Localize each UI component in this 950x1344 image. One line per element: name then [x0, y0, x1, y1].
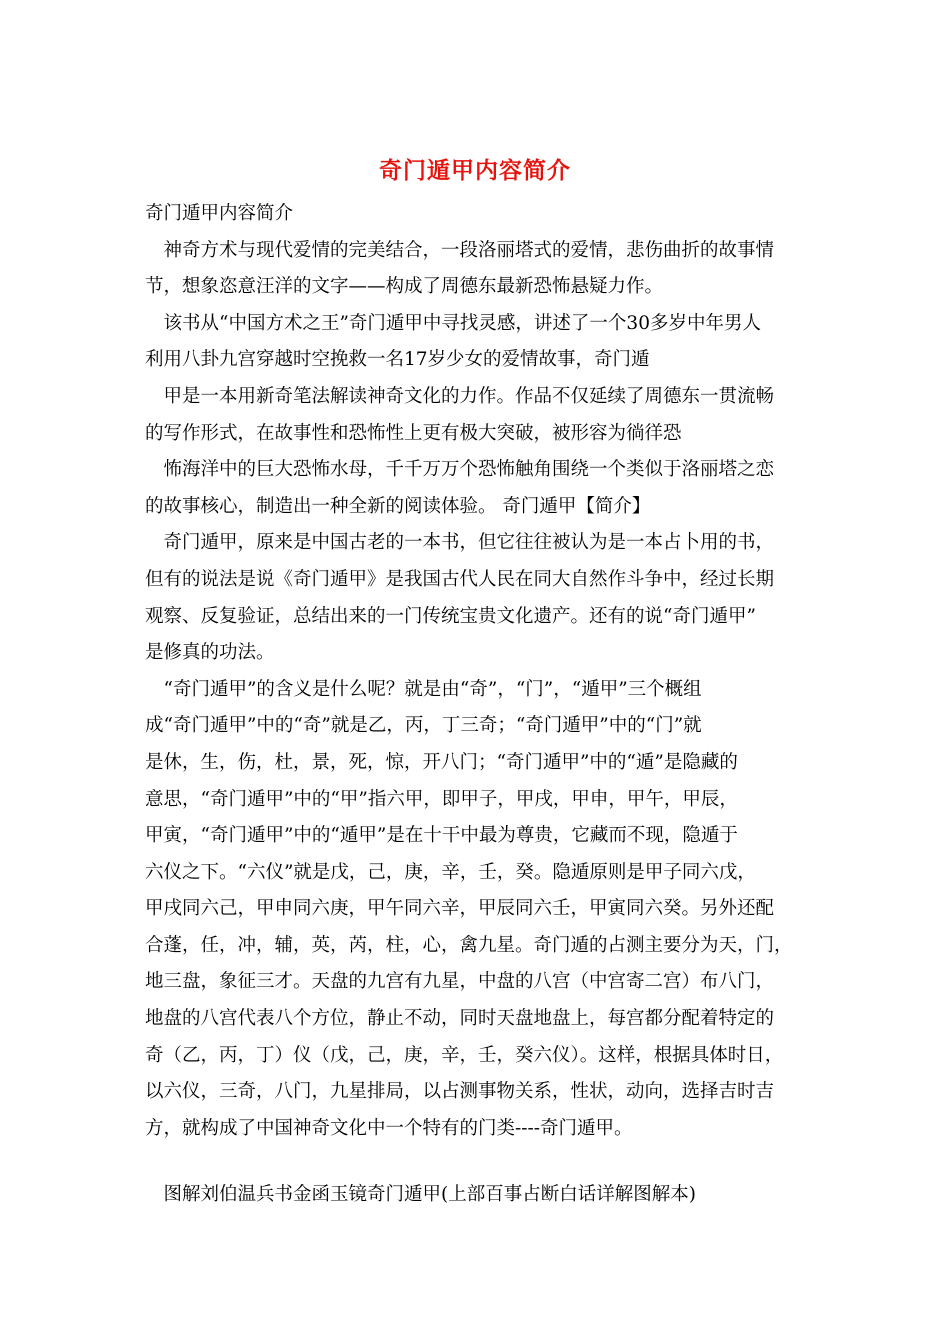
paragraph-line: 奇门遁甲内容简介	[145, 203, 294, 224]
paragraph-line: 甲戌同六己，甲申同六庚，甲午同六辛，甲辰同六壬，甲寅同六癸。另外还配	[145, 898, 775, 920]
paragraph-line: 合蓬，任，冲，辅，英，芮，柱，心，禽九星。奇门遁的占测主要分为天，门，	[145, 934, 793, 956]
paragraph-line: 观察、反复验证，总结出来的一门传统宝贵文化遗产。还有的说“奇门遁甲”	[145, 605, 756, 627]
paragraph-line: 甲是一本用新奇笔法解读神奇文化的力作。作品不仅延续了周德东一贯流畅	[145, 385, 775, 407]
paragraph-line: 奇（乙，丙，丁）仪（戊，己，庚，辛，壬，癸六仪）。这样，根据具体时日，	[145, 1044, 784, 1066]
paragraph-line: “奇门遁甲”的含义是什么呢？就是由“奇”，“门”，“遁甲”三个概组	[145, 678, 702, 700]
paragraph-line: 利用八卦九宫穿越时空挽救一名17岁少女的爱情故事，奇门遁	[145, 349, 650, 371]
document-title: 奇门遁甲内容简介	[379, 157, 571, 184]
paragraph-line: 以六仪，三奇，八门，九星排局，以占测事物关系，性状，动向，选择吉时吉	[145, 1081, 775, 1103]
paragraph-spacer	[145, 1147, 810, 1177]
paragraph-line: 节，想象恣意汪洋的文字——构成了周德东最新恐怖悬疑力作。	[145, 276, 664, 298]
paragraph-line: 地三盘，象征三才。天盘的九宫有九星，中盘的八宫（中宫寄二宫）布八门，	[145, 971, 775, 993]
paragraph-line: 神奇方术与现代爱情的完美结合，一段洛丽塔式的爱情，悲伤曲折的故事情	[145, 239, 775, 261]
paragraph-line: 六仪之下。“六仪”就是戊，己，庚，辛，壬，癸。隐遁原则是甲子同六戊，	[145, 861, 756, 883]
paragraph-line: 方，就构成了中国神奇文化中一个特有的门类----奇门遁甲。	[145, 1117, 633, 1139]
paragraph-line: 奇门遁甲，原来是中国古老的一本书，但它往往被认为是一本占卜用的书，	[145, 532, 775, 554]
paragraph-line: 是休，生，伤，杜，景，死，惊，开八门；“奇门遁甲”中的“遁”是隐藏的	[145, 751, 738, 773]
paragraph-line: 的写作形式，在故事性和恐怖性上更有极大突破，被形容为徜徉恐	[145, 422, 682, 444]
paragraph-line: 甲寅，“奇门遁甲”中的“遁甲”是在十干中最为尊贵，它藏而不现，隐遁于	[145, 825, 738, 847]
paragraph-line: 是修真的功法。	[145, 642, 275, 664]
paragraph-line: 意思，“奇门遁甲”中的“甲”指六甲，即甲子，甲戌，甲申，甲午，甲辰，	[145, 788, 738, 810]
paragraph-line: 该书从“中国方术之王”奇门遁甲中寻找灵感，讲述了一个30多岁中年男人	[145, 312, 761, 334]
document-body	[145, 196, 810, 1213]
paragraph-line: 地盘的八宫代表八个方位，静止不动，同时天盘地盘上，每宫都分配着特定的	[145, 1008, 775, 1030]
paragraph-line: 但有的说法是说《奇门遁甲》是我国古代人民在同大自然作斗争中，经过长期	[145, 568, 775, 590]
paragraph-line: 的故事核心，制造出一种全新的阅读体验。 奇门遁甲【简介】	[145, 495, 651, 517]
book-caption: 图解刘伯温兵书金函玉镜奇门遁甲(上部百事占断白话详解图解本)	[145, 1184, 696, 1206]
paragraph-line: 怖海洋中的巨大恐怖水母，千千万万个恐怖触角围绕一个类似于洛丽塔之恋	[145, 459, 775, 481]
paragraph-line: 成“奇门遁甲”中的“奇”就是乙，丙，丁三奇；“奇门遁甲”中的“门”就	[145, 715, 702, 737]
